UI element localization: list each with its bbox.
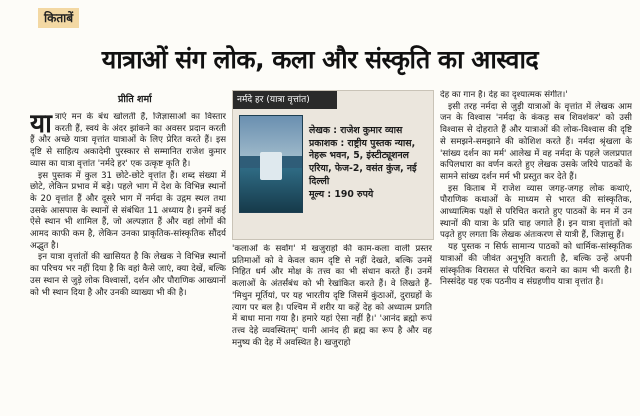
- paragraph: इसी तरह नर्मदा से जुड़ी यात्राओं के वृत्तांत में लेखक आम जन के विश्वास 'नर्मदा के कंकड़ सब शिवशंकर' को उसी विश्वास से दोहराते हैं और यात्राओं की लोक-विश्वास की दृष्टि से समझने-समझाने की कोशिश करते हैं। नर्मदा श्रृंखला के 'सांख्य दर्शन का मर्म' आलेख में वह नर्मदा के पहले जलप्रपात कपिलधारा का वर्णन करते हुए लेखक उसके जरिये पाठकों के सामने सांख्य दर्शन मर्म भी प्रस्तुत कर देते हैं।: [440, 101, 632, 182]
- section-tag: किताबें: [38, 8, 79, 28]
- book-price: मूल्य : 190 रुपये: [309, 188, 374, 200]
- paragraph: यह पुस्तक न सिर्फ सामान्य पाठकों को धार्मिक-सांस्कृतिक यात्राओं की जीवंत अनुभूति कराती है, बल्कि उन्हें अपनी सांस्कृतिक विरासत से परिचित कराने का काम भी करती है। निस्संदेह यह एक पठनीय व संग्रहणीय यात्रा वृत्तांत है।: [440, 242, 632, 288]
- book-info-box: [232, 90, 434, 240]
- book-cover-image: [239, 115, 303, 213]
- article-column-2: [232, 244, 432, 412]
- headline: यात्राओं संग लोक, कला और संस्कृति का आस्वाद: [101, 45, 539, 74]
- book-box-title: नर्मदे हर (यात्रा वृत्तांत): [233, 91, 337, 109]
- paragraph: इस पुस्तक में कुल 31 छोटे-छोटे वृत्तांत हैं। शब्द संख्या में छोटे, लेकिन प्रभाव में बड़े। पहले भाग में देश के विभिन्न स्थानों के 20 वृत्तांत हैं और दूसरे भाग में नर्मदा के उद्गम स्थल तथा उसके आसपास के स्थानों से संबंधित 11 अध्याय है। इनमें कई ऐसे स्थान भी शामिल हैं, जो अल्पज्ञात हैं और वहां लोगों की आमद काफी कम है, लेकिन उनका प्राकृतिक-सांस्कृतिक सौंदर्य अद्भुत है।: [30, 170, 226, 251]
- byline: प्रीति शर्मा: [118, 94, 152, 105]
- paragraph-text: त्राएं मन के बंध खोलती हैं, जिज्ञासाओं का विस्तार करती हैं, स्वयं के अंदर झांकने का अवसर प्रदान करती हैं और अच्छे यात्रा वृत्तांत यात्राओं के लिए प्रेरित करते हैं। इस दृष्टि से साहित्य अकादेमी पुरस्कार से सम्मानित राजेश कुमार व्यास का यात्रा वृत्तांत 'नर्मदे हर' एक उत्कृष्ट कृति है।: [30, 112, 226, 169]
- paragraph: देह का गान है। देह का दृश्यात्मक संगीत।': [440, 90, 568, 100]
- book-author: लेखक : राजेश कुमार व्यास: [309, 125, 403, 136]
- paragraph: इन यात्रा वृत्तांतों की खासियत है कि लेखक ने विभिन्न स्थानों का परिचय भर नहीं दिया है कि वहां कैसे जाएं, क्या देखें, बल्कि उस स्थान से जुड़े लोक विश्वासों, दर्शन और पौराणिक आख्यानों को भी स्थान दिया है और उनकी व्याख्या भी की है।: [30, 252, 226, 298]
- article-column-3: [440, 90, 632, 412]
- book-details: [309, 125, 429, 201]
- paragraph: [30, 112, 226, 171]
- article-column-1: [30, 112, 226, 412]
- book-publisher: प्रकाशक : राष्ट्रीय पुस्तक न्यास, नेहरू भवन, 5, इंस्टीट्यूशनल एरिया, फेज-2, वसंत कुंज, नई दिल्ली: [309, 137, 417, 187]
- paragraph: 'कलाओं के सर्वांग' में खजुराहो की काम-कला वाली प्रस्तर प्रतिमाओं को वे केवल काम दृष्टि से नहीं देखते, बल्कि उनमें निहित धर्म और मोक्ष के तत्त्व का भी संधान करते हैं। उनमें कलाओं के अंतर्संबंध को भी रेखांकित करते हैं। वे लिखते हैं- 'मिथुन मूर्तियां, पर यह भारतीय दृष्टि जिसमें कुंठाओं, दुराग्रहों के त्याग पर बल है। पश्चिम में शरीर या कहें देह को अध्यात्म प्रगति में बाधा माना गया है। हमारे यहां ऐसा नहीं है।' 'आनंद ब्रह्मो रूपं तत्त्व देहे व्यवस्थितम्' यानी आनंद ही ब्रह्म का रूप है और वह मनुष्य की देह में अवस्थित है। खजुराहो: [232, 244, 432, 348]
- paragraph: इस किताब में राजेश व्यास जगह-जगह लोक कथाएं, पौराणिक कथाओं के माध्यम से भारत की सांस्कृतिक, आध्यात्मिक पक्षों से परिचित कराते हुए पाठकों के मन में उन स्थानों की यात्रा के प्रति चाह जगाते हैं। इन यात्रा वृत्तांतों को पढ़ते हुए लगता कि लेखक अंतःकरण से यात्री हैं, जिज्ञासु हैं।: [440, 183, 632, 241]
- dropcap: या: [30, 112, 52, 139]
